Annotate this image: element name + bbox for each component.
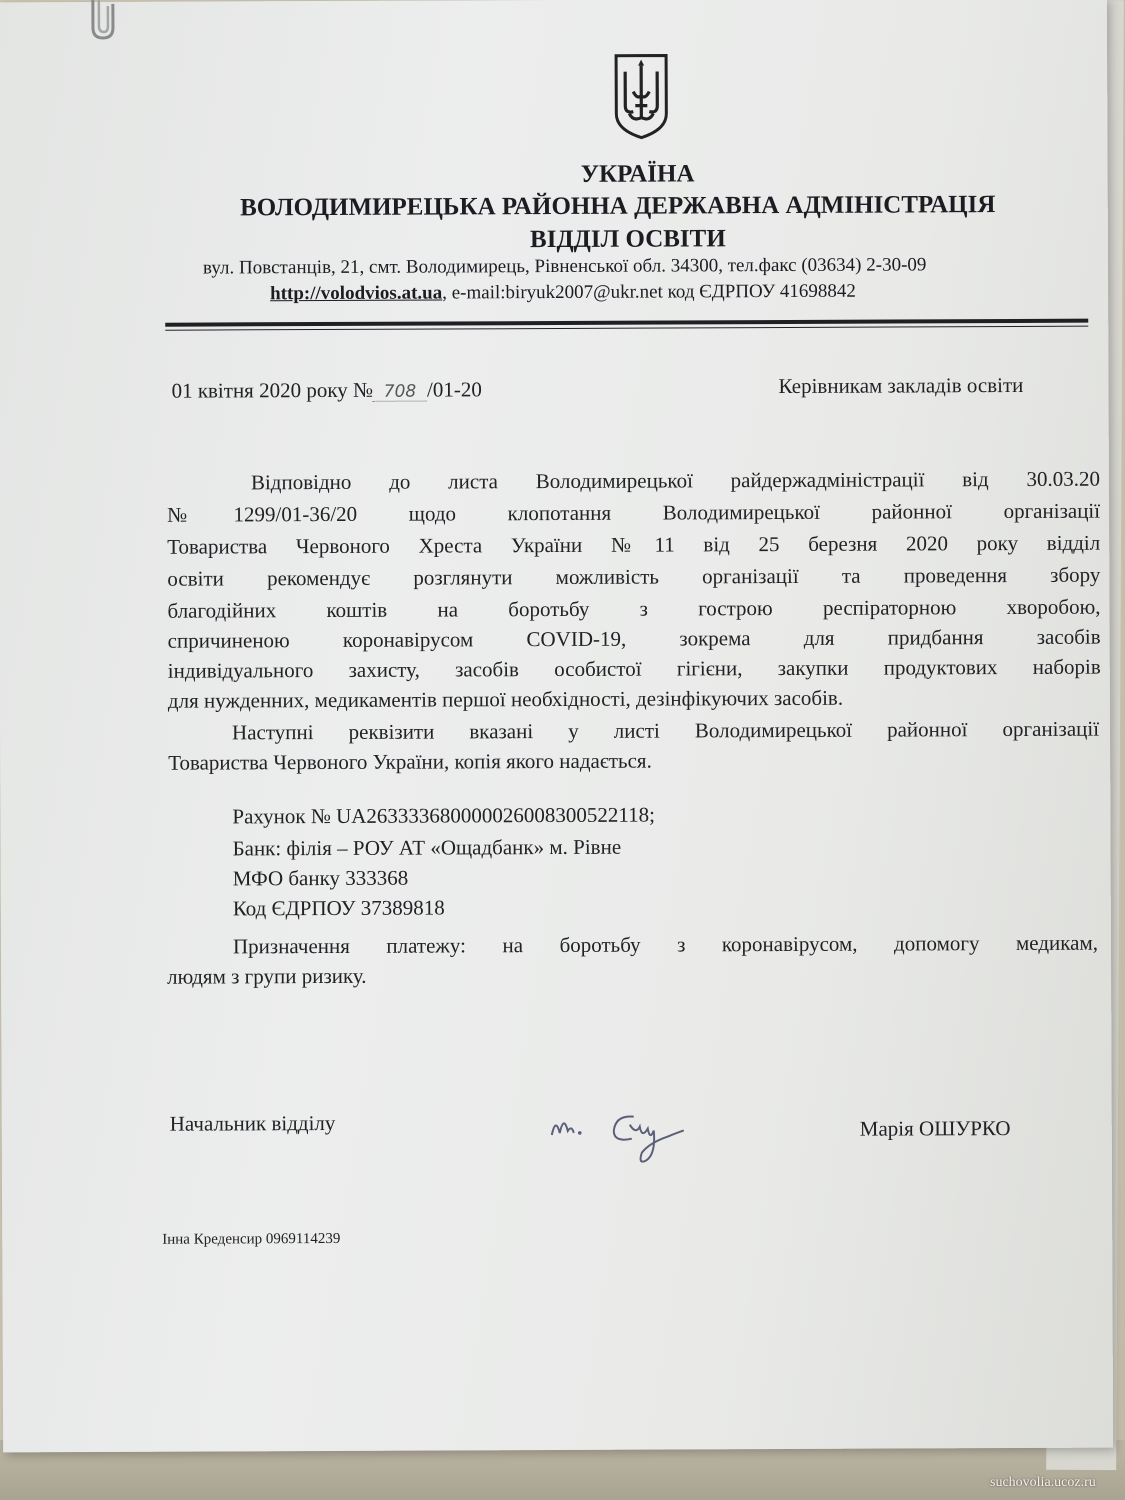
paragraph-line: благодійних коштів на боротьбу з гострою респіраторною хворобою,	[167, 594, 1101, 623]
signatory-position: Начальник відділу	[169, 1110, 336, 1136]
department-heading: ВІДДІЛ ОСВІТИ	[529, 225, 726, 254]
paragraph-line: індивідуального захисту, засобів особистої гігієни, закупки продуктових наборів	[167, 654, 1101, 683]
paragraph-line: для нужденних, медикаментів першої необхідності, дезінфікуючих засобів.	[167, 685, 844, 713]
date-number-line	[171, 377, 481, 403]
paragraph-line: людям з групи ризику.	[167, 963, 367, 989]
paragraph-line: Товариства Червоного України, копія якого надається.	[168, 748, 652, 775]
paper-clip-icon	[85, 0, 125, 42]
paragraph-line: Наступні реквізити вказані у листі Володимирецької районної організації	[231, 716, 1100, 745]
bank-mfo: МФО банку 333368	[232, 865, 409, 891]
recipient-edrpou: Код ЄДРПОУ 37389818	[232, 895, 445, 921]
contacts-line	[270, 280, 1070, 305]
country-heading: УКРАЇНА	[580, 160, 695, 188]
bank-account: Рахунок № UA263333680000026008300522118;	[232, 802, 656, 829]
paragraph-line: Товариства Червоного Хреста України №11 від 25 березня 2020 року відділ	[167, 530, 1101, 559]
email-code-text: , e-mail:biryuk2007@ukr.net код ЄДРПОУ 41698842	[442, 280, 856, 304]
letter-date: 01 квітня 2020 року №	[171, 377, 374, 403]
bank-name: Банк: філія – РОУ АТ «Ощадбанк» м. Рівне	[232, 834, 622, 861]
handwritten-number: 708	[373, 383, 427, 402]
watermark-text: suchovolia.ucoz.ru	[990, 1475, 1096, 1490]
administration-heading: ВОЛОДИМИРЕЦЬКА РАЙОННА ДЕРЖАВНА АДМІНІСТРАЦІЯ	[240, 191, 996, 222]
handwritten-signature	[542, 1094, 702, 1165]
executor-contact: Інна Креденсир 0969114239	[162, 1230, 341, 1248]
letter-number-suffix: /01-20	[426, 377, 482, 402]
paragraph-line: Призначення платежу: на боротьбу з коронавірусом, допомогу медикам,	[232, 930, 1099, 959]
trident-emblem-icon	[611, 51, 671, 139]
address-line: вул. Повстанців, 21, смт. Володимирець, Рівненської обл. 34300, тел.факс (03634) 2-30-09	[202, 254, 927, 279]
website-link[interactable]: http://volodvios.at.ua	[270, 282, 443, 305]
signatory-name: Марія ОШУРКО	[859, 1116, 1011, 1141]
addressee: Керівникам закладів освіти	[778, 372, 1024, 399]
paragraph-line: освіти рекомендує розглянути можливість організації та проведення збору	[167, 562, 1101, 591]
paragraph-line: №1299/01-36/20 щодо клопотання Володимирецької районної організації	[167, 498, 1101, 527]
header-divider-thin	[165, 326, 1088, 331]
paragraph-line: Відповідно до листа Володимирецької райдержадміністрації від 30.03.20	[250, 466, 1100, 495]
paragraph-line: спричиненою коронавірусом COVID-19, зокрема для придбання засобів	[167, 624, 1101, 653]
